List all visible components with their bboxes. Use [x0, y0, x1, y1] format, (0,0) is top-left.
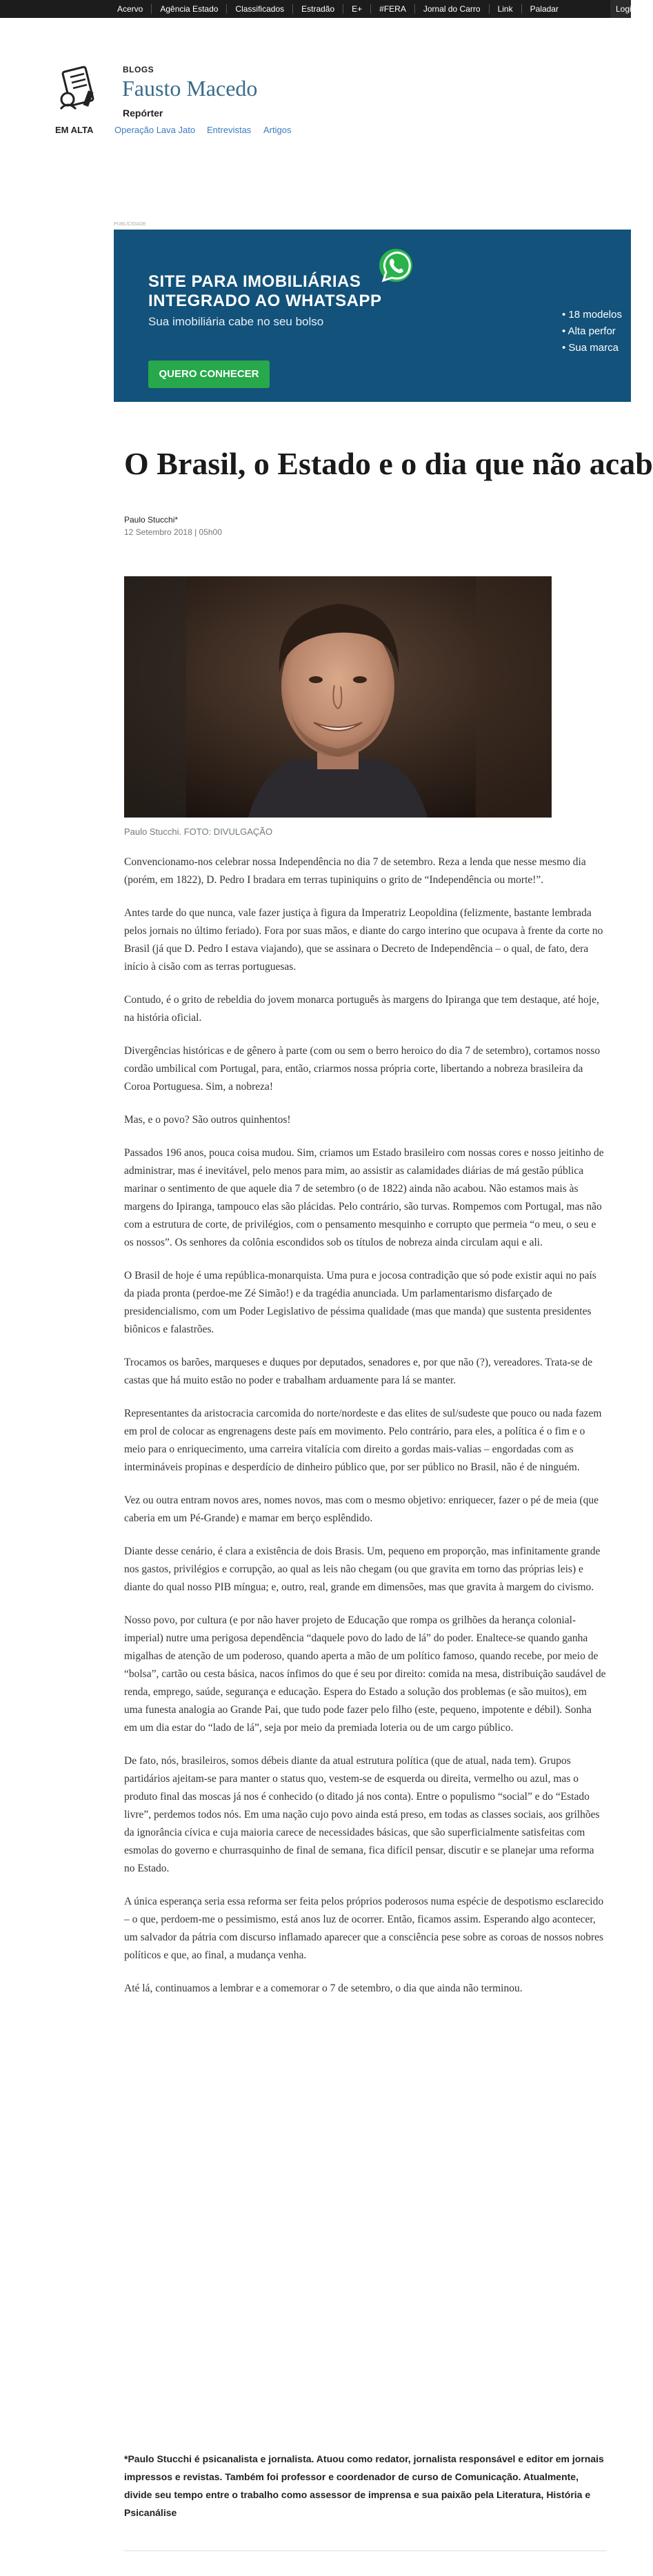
top-link-e-mais[interactable]: E+	[343, 4, 371, 14]
divider	[124, 2550, 607, 2551]
advertisement-banner[interactable]	[114, 230, 631, 402]
top-link-paladar[interactable]: Paladar	[530, 4, 559, 14]
blog-header	[0, 18, 631, 119]
photo-caption: Paulo Stucchi. FOTO: DIVULGAÇÃO	[124, 826, 273, 837]
article-title: O Brasil, o Estado e o dia que não acab	[124, 446, 653, 481]
top-link-link[interactable]: Link	[490, 4, 522, 14]
nav-item-entrevistas[interactable]: Entrevistas	[207, 125, 252, 135]
article-paragraph: Mas, e o povo? São outros quinhentos!	[124, 1114, 291, 1126]
article-paragraph: O Brasil de hoje é uma república-monarquista. Uma pura e jocosa contradição que só pode existir aqui no país da piada pronta (perdoe-me Zé Simão!) e da tragédia anunciada. Um parlamentarismo disfarçado de presidencialismo, com um Poder Legislativo de péssima qualidade (mas que manda) que sustenta presidentes biônicos e falastrões.	[124, 1270, 596, 1335]
blog-logo-icon[interactable]	[57, 65, 99, 110]
article-paragraph: A única esperança seria essa reforma ser feita pelos próprios poderosos numa espécie de despotismo esclarecido – o que, perdoem-me o pessimismo, está anos luz de ocorrer. Então, ficamos assim. Esperando algo acontecer, um salvador da pátria com discurso inflamado aparecer que a consciência pese sobre as coroas de nossos nobres políticos e que, ao final, a mudança venha.	[124, 1896, 604, 1961]
article-paragraph: Convencionamo-nos celebrar nossa Independência no dia 7 de setembro. Reza a lenda que nesse mesmo dia (porém, em 1822), D. Pedro I bradara em terras tupiniquins o grito de “Independência ou morte!”.	[124, 856, 586, 886]
article-body	[124, 853, 607, 2013]
top-link-classificados[interactable]: Classificados	[227, 4, 293, 14]
ad-feature: • Alta perfor	[562, 323, 622, 340]
trending-nav	[0, 125, 631, 141]
article-paragraph: Diante desse cenário, é clara a existência de dois Brasis. Um, pequeno em proporção, mas infinitamente grande nos gastos, privilégios e corrupção, ao qual as leis não chegam (ou que gravita em torno das próprias leis) e diante do qual nosso PIB míngua; e, outro, real, grande em dimensões, mas que gravita à margem do civismo.	[124, 1545, 601, 1593]
em-alta-label: EM ALTA	[55, 125, 94, 135]
login-button[interactable]: Login	[610, 0, 631, 18]
top-link-agencia-estado[interactable]: Agência Estado	[152, 4, 227, 14]
article-paragraph: Divergências históricas e de gênero à parte (com ou sem o berro heroico do dia 7 de setembro), cortamos nosso cordão umbilical com Portugal, para, então, criarmos nossa própria corte, libertando a nobreza brasileira da Coroa Portuguesa. Sim, a nobreza!	[124, 1045, 601, 1093]
author-bio	[124, 2450, 607, 2522]
ad-label: PUBLICIDADE	[114, 222, 146, 227]
article-paragraph: Antes tarde do que nunca, vale fazer justiça à figura da Imperatriz Leopoldina (felizmente, bastante lembrada pelos jornais no último feriado). Fora por suas mãos, e diante do cargo interino que ocupava à frente da corte no Brasil (já que D. Pedro I estava viajando), que se assinara o Decreto de Independência – o qual, de fato, dera início à cisão com as terras portuguesas.	[124, 907, 603, 973]
top-links	[109, 0, 567, 18]
blogs-label: BLOGS	[123, 65, 154, 74]
author-bio-text: *Paulo Stucchi é psicanalista e jornalista. Atuou como redator, jornalista responsável e editor em jornais impressos e revistas. Também foi professor e coordenador de curso de Comunicação. Atualmente, divide seu tempo entre o trabalho como assessor de imprensa e sua paixão pela Literatura, História e Psicanálise	[124, 2453, 604, 2518]
article-date: 12 Setembro 2018 | 05h00	[124, 527, 222, 537]
ad-feature: • 18 modelos	[562, 307, 622, 323]
top-link-fera[interactable]: #FERA	[371, 4, 415, 14]
author-portrait-image	[124, 576, 552, 818]
nav-item-artigos[interactable]: Artigos	[263, 125, 292, 135]
blog-subtitle: Repórter	[123, 108, 163, 119]
ad-cta-button[interactable]: QUERO CONHECER	[148, 361, 270, 388]
ad-subline: Sua imobiliária cabe no seu bolso	[148, 315, 324, 328]
top-link-estradao[interactable]: Estradão	[293, 4, 343, 14]
article-paragraph: De fato, nós, brasileiros, somos débeis diante da atual estrutura política (que de atual, nada tem). Grupos partidários ajeitam-se para manter o status quo, vestem-se de esquerda ou direita, vermelho ou azul, mas o produto final das moscas já nos é conhecido (o ditado já nos conta). Entre o populismo “social” e do “Estado livre”, perdemos todos nós. Em uma nação cujo povo ainda está preso, em todas as classes sociais, aos grilhões da ignorância cívica e cuja maioria carece de necessidades básicas, que são superficialmente satisfeitas com esmolas do governo e churrasquinho de final de semana, fica difícil pensar, discutir e se planejar uma reforma no Estado.	[124, 1755, 600, 1874]
top-link-jornal-do-carro[interactable]: Jornal do Carro	[415, 4, 490, 14]
article-paragraph: Passados 196 anos, pouca coisa mudou. Sim, criamos um Estado brasileiro com nossas cores e nosso jeitinho de administrar, mas é inevitável, pelo menos para mim, ao assistir as calamidades diárias de má gestão pública marinar o sentimento de que aquele dia 7 de setembro (o de 1822) ainda não acabou. Não estamos mais às margens do Ipiranga, tampouco elas são plácidas. Pelo contrário, são turvas. Rompemos com Portugal, mas não com a estrutura de corte, de privilégios, com o pensamento mesquinho e corrupto que permeia “o meu, o seu e os nossos”. Os senhores da colônia escondidos sob os títulos de nobreza ainda circulam aqui e ali.	[124, 1147, 604, 1248]
article-paragraph: Nosso povo, por cultura (e por não haver projeto de Educação que rompa os grilhões da herança colonial-imperial) nutre uma perigosa dependência “daquele povo do lado de lá” do poder. Enaltece-se quando ganha migalhas de atenção de um poderoso, quando aperta a mão de um político famoso, quando recebe, por meio de “bolsa”, cartão ou cesta básica, nacos ínfimos do que é seu por direito: comida na mesa, distribuição saudável de renda, emprego, saúde, segurança e educação. Espera do Estado a solução dos problemas (e são muitos), em uma funesta analogia ao Grande Pai, que tudo pode fazer pelo filho (este, pequeno, impotente e débil). Sonha em um dia estar do “lado de lá”, seja por meio da premiada loteria ou de um cargo público.	[124, 1614, 606, 1734]
ad-feature: • Sua marca	[562, 340, 622, 356]
whatsapp-icon	[376, 246, 415, 285]
article-paragraph: Trocamos os barões, marqueses e duques por deputados, senadores e, por que não (?), vereadores. Trata-se de castas que há muito estão no poder e trabalham arduamente para lá se manter.	[124, 1357, 593, 1386]
article-author[interactable]: Paulo Stucchi*	[124, 515, 179, 525]
ad-feature-list	[562, 307, 622, 356]
author-photo	[124, 576, 552, 818]
ad-headline-line1: SITE PARA IMOBILIÁRIAS	[148, 272, 361, 291]
top-navigation-bar	[0, 0, 636, 18]
article-paragraph: Até lá, continuamos a lembrar e a comemorar o 7 de setembro, o dia que ainda não terminou.	[124, 1982, 523, 1994]
article-paragraph: Representantes da aristocracia carcomida do norte/nordeste e das elites de sul/sudeste que pouco ou nada fazem em prol de colocar as engrenagens deste país em movimento. Pelo contrário, para eles, a política é o fim e o meio para o enriquecimento, uma carreira vitalícia com direito a gordas mais-valias – engordadas com as intermináveis propinas e desperdício de dinheiro público que, por ser público no Brasil, não é de ninguém.	[124, 1408, 602, 1473]
ad-headline-line2: INTEGRADO AO WHATSAPP	[148, 292, 382, 310]
ad-headline	[148, 272, 382, 311]
article-paragraph: Vez ou outra entram novos ares, nomes novos, mas com o mesmo objetivo: enriquecer, fazer o pé de meia (que caberia em um Pé-Grande) e mamar em berço esplêndido.	[124, 1494, 599, 1524]
nav-item-lava-jato[interactable]: Operação Lava Jato	[114, 125, 196, 135]
top-link-acervo[interactable]: Acervo	[109, 4, 152, 14]
article-paragraph: Contudo, é o grito de rebeldia do jovem monarca português às margens do Ipiranga que tem destaque, até hoje, na história oficial.	[124, 994, 599, 1024]
blog-title[interactable]: Fausto Macedo	[122, 76, 258, 101]
